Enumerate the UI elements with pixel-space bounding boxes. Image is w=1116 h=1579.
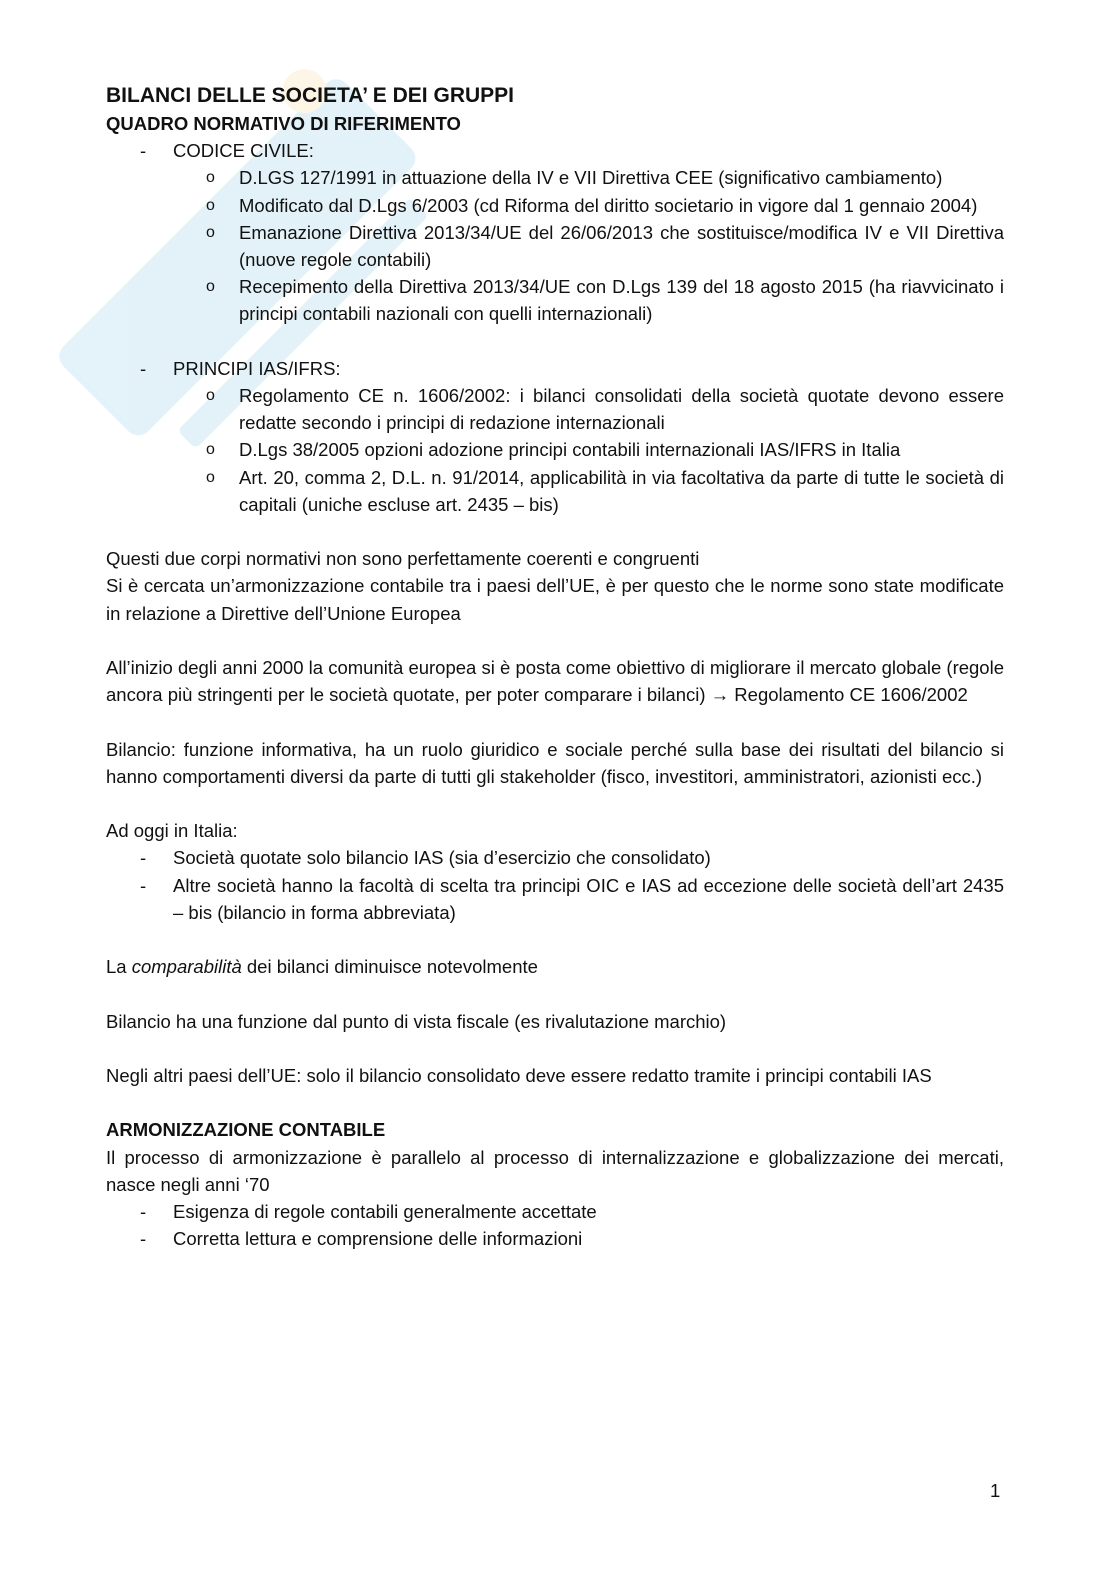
italia-list	[106, 844, 1004, 926]
dash-bullet: -	[140, 847, 147, 869]
circle-bullet: o	[206, 278, 215, 296]
circle-bullet: o	[206, 468, 215, 486]
sublist-item: o Regolamento CE n. 1606/2002: i bilanci consolidati della società quotate devono essere redatte secondo i principi di redazione internazionali	[106, 382, 1004, 436]
paragraph-anni-2000: All’inizio degli anni 2000 la comunità europea si è posta come obiettivo di migliorare il mercato globale (regole ancora più stringenti per le società quotate, per poter comparare i bilanci) → Regolamento CE 1606/2002	[106, 657, 1004, 706]
section-heading-armonizzazione: ARMONIZZAZIONE CONTABILE	[106, 1119, 386, 1141]
paragraph-bilancio-funzione: Bilancio: funzione informativa, ha un ruolo giuridico e sociale perché sulla base dei risultati del bilancio si hanno comportamenti diversi da parte di tutti gli stakeholder (fisco, investitori, amministratori, azionisti ecc.)	[106, 738, 1004, 787]
emphasis-comparabilita: comparabilità	[131, 956, 242, 978]
circle-bullet: o	[206, 169, 215, 187]
list-item: - Corretta lettura e comprensione delle informazioni	[106, 1225, 1004, 1252]
ias-sublist	[106, 382, 1004, 518]
paragraph-italia-intro: Ad oggi in Italia:	[106, 820, 238, 842]
dash-bullet: -	[140, 1228, 147, 1250]
page-number: 1	[990, 1480, 1001, 1501]
dash-bullet: -	[140, 357, 147, 379]
sublist-item: o D.LGS 127/1991 in attuazione della IV e VII Direttiva CEE (significativo cambiamento)	[106, 164, 1004, 191]
paragraph-processo-armonizzazione: Il processo di armonizzazione è parallelo al processo di internalizzazione e globalizzazione dei mercati, nasce negli anni ‘70	[106, 1146, 1004, 1195]
dash-bullet: -	[140, 1200, 147, 1222]
circle-bullet: o	[206, 223, 215, 241]
document-page	[106, 82, 1004, 1252]
circle-bullet: o	[206, 196, 215, 214]
circle-bullet: o	[206, 387, 215, 405]
paragraph-funzione-fiscale: Bilancio ha una funzione dal punto di vista fiscale (es rivalutazione marchio)	[106, 1010, 727, 1032]
armonizzazione-list	[106, 1198, 1004, 1252]
list-item: - Esigenza di regole contabili generalmente accettate	[106, 1198, 1004, 1225]
paragraph-comparabilita: La comparabilità dei bilanci diminuisce notevolmente	[106, 956, 538, 978]
ias-list	[106, 355, 1004, 382]
dash-bullet: -	[140, 874, 147, 896]
list-item: - Società quotate solo bilancio IAS (sia d’esercizio che consolidato)	[106, 844, 1004, 871]
paragraph-altri-paesi: Negli altri paesi dell’UE: solo il bilancio consolidato deve essere redatto tramite i principi contabili IAS	[106, 1064, 932, 1086]
sublist-item: o D.Lgs 38/2005 opzioni adozione principi contabili internazionali IAS/IFRS in Italia	[106, 436, 1004, 463]
sublist-item: o Recepimento della Direttiva 2013/34/UE con D.Lgs 139 del 18 agosto 2015 (ha riavvicinato i principi contabili nazionali con quelli internazionali)	[106, 273, 1004, 327]
paragraph-corpi-normativi: Questi due corpi normativi non sono perfettamente coerenti e congruenti	[106, 548, 700, 570]
document-title: BILANCI DELLE SOCIETA’ E DEI GRUPPI	[106, 84, 514, 107]
codice-civile-sublist	[106, 164, 1004, 327]
paragraph-armonizzazione-ue: Si è cercata un’armonizzazione contabile tra i paesi dell’UE, è per questo che le norme sono state modificate in relazione a Direttive dell’Unione Europea	[106, 575, 1004, 624]
section-heading-quadro: QUADRO NORMATIVO DI RIFERIMENTO	[106, 113, 461, 134]
sublist-item: o Emanazione Direttiva 2013/34/UE del 26/06/2013 che sostituisce/modifica IV e VII Direttiva (nuove regole contabili)	[106, 219, 1004, 273]
list-item: - Altre società hanno la facoltà di scelta tra principi OIC e IAS ad eccezione delle società dell’art 2435 – bis (bilancio in forma abbreviata)	[106, 872, 1004, 926]
dash-bullet: -	[140, 140, 147, 162]
list-item-principi-ias: - PRINCIPI IAS/IFRS:	[106, 355, 1004, 382]
codice-civile-list	[106, 137, 1004, 164]
list-item-codice-civile: - CODICE CIVILE:	[106, 137, 1004, 164]
circle-bullet: o	[206, 441, 215, 459]
sublist-item: o Modificato dal D.Lgs 6/2003 (cd Riforma del diritto societario in vigore dal 1 gennaio 2004)	[106, 192, 1004, 219]
sublist-item: o Art. 20, comma 2, D.L. n. 91/2014, applicabilità in via facoltativa da parte di tutte le società di capitali (uniche escluse art. 2435 – bis)	[106, 464, 1004, 518]
